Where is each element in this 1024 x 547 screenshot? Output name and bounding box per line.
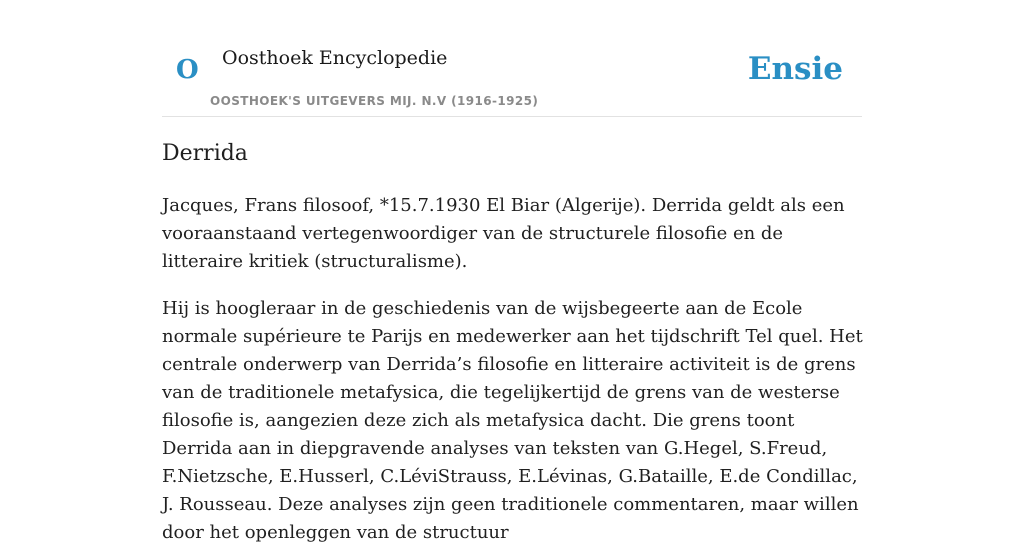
logo-icon[interactable]: O	[176, 55, 199, 85]
article-body	[162, 138, 864, 547]
site-header	[162, 0, 862, 117]
article-paragraph: Jacques, Frans filosoof, *15.7.1930 El Biar (Algerije). Derrida geldt als een vooraanstaand vertegenwoordiger van de structurele filosofie en de litteraire kritiek (structuralisme).	[162, 195, 845, 272]
publisher-subtitle: OOSTHOEK'S UITGEVERS MIJ. N.V (1916-1925)	[210, 94, 539, 108]
article-paragraph: Hij is hoogleraar in de geschiedenis van de wijsbegeerte aan de Ecole normale supérieure te Parijs en medewerker aan het tijdschrift Tel quel. Het centrale onderwerp van Derrida’s filosofie en litteraire activiteit is de grens van de traditionele metafysica, die tegelijkertijd de grens van de westerse filosofie is, aangezien deze zich als metafysica dacht. Die grens toont Derrida aan in diepgravende analyses van teksten van G.Hegel, S.Freud, F.Nietzsche, E.Husserl, C.LéviStrauss, E.Lévinas, G.Bataille, E.de Condillac, J. Rousseau. Deze analyses zijn geen traditionele commentaren, maar willen door het openleggen van de structuur	[162, 298, 863, 543]
article-title: Derrida	[162, 141, 248, 166]
site-title-link[interactable]: Oosthoek Encyclopedie	[222, 47, 448, 69]
ensie-brand-link[interactable]: Ensie	[747, 51, 843, 87]
